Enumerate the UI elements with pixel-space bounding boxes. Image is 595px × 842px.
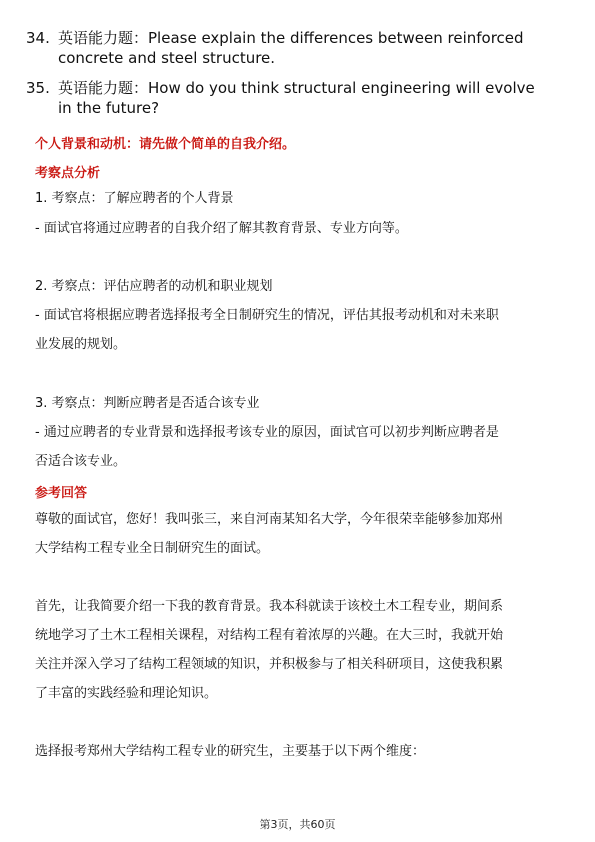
question-text-line: 英语能力题：How do you think structural engineering will evolve: [58, 79, 535, 97]
point-3-title: 3. 考察点：判断应聘者是否适合该专业: [35, 396, 260, 411]
question-34: [26, 28, 566, 68]
question-text-line: concrete and steel structure.: [58, 49, 276, 67]
answer-line: 大学结构工程专业全日制研究生的面试。: [35, 541, 270, 556]
answer-line: 尊敬的面试官，您好！我叫张三，来自河南某知名大学，今年很荣幸能够参加郑州: [35, 512, 504, 527]
point-2-desc: - 面试官将根据应聘者选择报考全日制研究生的情况，评估其报考动机和对未来职: [35, 308, 499, 323]
question-text-line: 英语能力题：Please explain the differences between reinforced: [58, 29, 524, 47]
question-number: 34.: [26, 29, 50, 47]
page-footer: 第3页，共60页: [259, 818, 336, 831]
point-3-desc: 否适合该专业。: [35, 454, 127, 469]
point-2-title: 2. 考察点：评估应聘者的动机和职业规划: [35, 279, 273, 294]
point-3-desc: - 通过应聘者的专业背景和选择报考该专业的原因，面试官可以初步判断应聘者是: [35, 425, 499, 440]
point-1-title: 1. 考察点：了解应聘者的个人背景: [35, 191, 234, 206]
answer-line: 关注并深入学习了结构工程领域的知识，并积极参与了相关科研项目，这使我积累: [35, 657, 504, 672]
question-35: [26, 78, 566, 118]
answer-line: 首先，让我简要介绍一下我的教育背景。我本科就读于该校土木工程专业，期间系: [35, 599, 504, 614]
answer-line: 统地学习了土木工程相关课程，对结构工程有着浓厚的兴趣。在大三时，我就开始: [35, 628, 504, 643]
section-heading: 个人背景和动机：请先做个简单的自我介绍。: [35, 137, 296, 152]
point-1-desc: - 面试官将通过应聘者的自我介绍了解其教育背景、专业方向等。: [35, 221, 408, 236]
answer-line: 选择报考郑州大学结构工程专业的研究生，主要基于以下两个维度：: [35, 744, 426, 759]
answer-line: 了丰富的实践经验和理论知识。: [35, 686, 218, 701]
answer-heading: 参考回答: [35, 486, 88, 501]
question-number: 35.: [26, 79, 50, 97]
analysis-heading: 考察点分析: [35, 166, 101, 181]
question-text-line: in the future?: [58, 99, 160, 117]
point-2-desc: 业发展的规划。: [35, 337, 127, 352]
